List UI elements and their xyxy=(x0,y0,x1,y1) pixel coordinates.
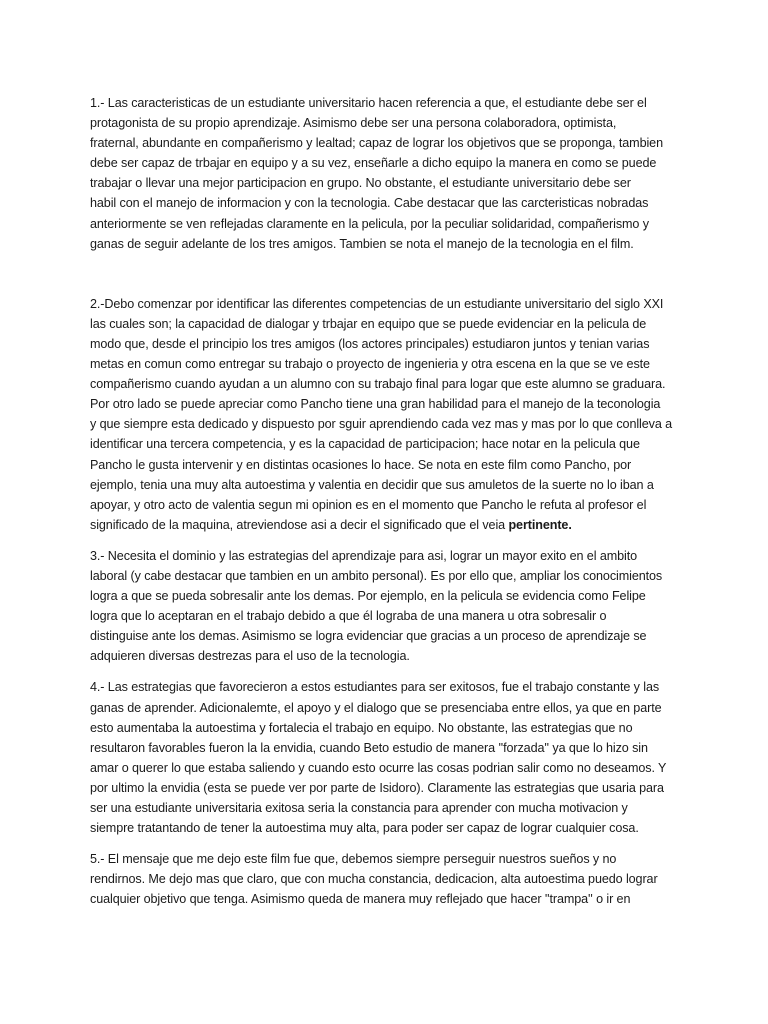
text-line: 1.- Las caracteristicas de un estudiante universitario hacen referencia a que, el estudiante debe ser el xyxy=(90,96,647,110)
text-line: fraternal, abundante en compañerismo y lealtad; capaz de lograr los objetivos que se proponga, tambien xyxy=(90,136,663,151)
text-line: 5.- El mensaje que me dejo este film fue que, debemos siempre perseguir nuestros sueños y no xyxy=(90,852,617,867)
text-line: adquieren diversas destrezas para el uso de la tecnologia. xyxy=(90,649,410,664)
text-line: trabajar o llevar una mejor participacion en grupo. No obstante, el estudiante universitario debe ser xyxy=(90,176,631,191)
paragraph-5 xyxy=(90,849,690,909)
text-line: logra que lo aceptaran en el trabajo debido a que él lograba de una manera u otra sobresalir o xyxy=(90,609,607,624)
bold-word: pertinente. xyxy=(508,517,572,532)
text-line: amar o querer lo que estaba saliendo y cuando esto ocurre las cosas podrian salir como no deseamos. Y xyxy=(90,760,667,775)
text-line-last xyxy=(90,515,690,535)
text-line: protagonista de su propio aprendizaje. Asimismo debe ser una persona colaboradora, optimista, xyxy=(90,116,617,131)
text-line: laboral (y cabe destacar que tambien en un ambito personal). Es por ello que, ampliar los conocimientos xyxy=(90,568,663,583)
text-line: las cuales son; la capacidad de dialogar y trbajar en equipo que se puede evidenciar en la pelicula de xyxy=(90,316,647,331)
text-line: identificar una tercera competencia, y es la capacidad de participacion; hace notar en la pelicula que xyxy=(90,437,640,452)
document-body xyxy=(90,93,690,909)
paragraph-4 xyxy=(90,677,690,838)
text-line: ser una estudiante universitaria exitosa seria la constancia para aprender con mucha motivacion y xyxy=(90,801,628,815)
text-line: siempre tratantando de tener la autoestima muy alta, para poder ser capaz de lograr cualquier cosa. xyxy=(90,821,639,836)
text-line: 2.-Debo comenzar por identificar las diferentes competencias de un estudiante universitario del siglo XXI xyxy=(90,296,664,311)
paragraph-spacer xyxy=(90,666,690,677)
text-line: distinguise ante los demas. Asimismo se logra evidenciar que gracias a un proceso de aprendizaje se xyxy=(90,629,647,644)
text-line: esto aumentaba la autoestima y fortalecia el trabajo en equipo. No obstante, las estrategias que no xyxy=(90,720,633,735)
text-line: anteriormente se ven reflejadas claramente en la pelicula, por la peculiar solidaridad, compañerismo y xyxy=(90,216,649,231)
text-line: metas en comun como entregar su trabajo o proyecto de ingenieria y otra escena en la que se ve este xyxy=(90,357,650,372)
paragraph-spacer xyxy=(90,254,690,294)
text-line: resultaron favorables fueron la la envidia, cuando Beto estudio de manera ''forzada'' ya que lo hizo sin xyxy=(90,740,648,755)
text-line: debe ser capaz de trbajar en equipo y a su vez, enseñarle a dicho equipo la manera en como se puede xyxy=(90,156,657,171)
text-line: ejemplo, tenia una muy alta autoestima y valentia en decidir que sus amuletos de la suerte no lo iban a xyxy=(90,477,654,492)
text-line: Por otro lado se puede apreciar como Pancho tiene una gran habilidad para el manejo de la teconologia xyxy=(90,397,661,412)
text-fragment: significado de la maquina, atreviendose asi a decir el significado que el veia xyxy=(90,517,509,532)
text-line: habil con el manejo de informacion y con la tecnologia. Cabe destacar que las carcteristicas nobradas xyxy=(90,196,649,211)
paragraph-1 xyxy=(90,93,690,254)
text-line: Pancho le gusta intervenir y en distintas ocasiones lo hace. Se nota en este film como Pancho, por xyxy=(90,457,632,472)
text-line: logra a que se pueda sobresalir ante los demas. Por ejemplo, en la pelicula se evidencia como Felipe xyxy=(90,589,646,604)
text-line: 4.- Las estrategias que favorecieron a estos estudiantes para ser exitosos, fue el trabajo constante y las xyxy=(90,680,660,695)
text-line: rendirnos. Me dejo mas que claro, que con mucha constancia, dedicacion, alta autoestima puedo lograr xyxy=(90,872,658,887)
text-line: 3.- Necesita el dominio y las estrategias del aprendizaje para asi, lograr un mayor exito en el ambito xyxy=(90,548,638,563)
text-line: apoyar, y otro acto de valentia segun mi opinion es en el momento que Pancho le refuta al profesor el xyxy=(90,497,647,512)
paragraph-2 xyxy=(90,294,690,535)
text-line: ganas de seguir adelante de los tres amigos. Tambien se nota el manejo de la tecnologia en el film. xyxy=(90,236,634,251)
text-line: cualquier objetivo que tenga. Asimismo queda de manera muy reflejado que hacer ''trampa'' o ir en xyxy=(90,892,631,907)
text-line: por ultimo la envidia (esta se puede ver por parte de Isidoro). Claramente las estrategias que usaria para xyxy=(90,780,664,795)
paragraph-3 xyxy=(90,546,690,667)
paragraph-spacer xyxy=(90,838,690,849)
paragraph-spacer xyxy=(90,535,690,546)
text-line: compañerismo cuando ayudan a un alumno con su trabajo final para logar que este alumno se graduara. xyxy=(90,377,666,392)
text-line: y que siempre esta dedicado y dispuesto por sguir aprendiendo cada vez mas y mas por lo que conlleva a xyxy=(90,417,673,432)
text-line: modo que, desde el principio los tres amigos (los actores principales) estudiaron juntos y tenian varias xyxy=(90,336,650,351)
text-line: ganas de aprender. Adicionalemte, el apoyo y el dialogo que se presenciaba entre ellos, ya que en parte xyxy=(90,700,662,715)
